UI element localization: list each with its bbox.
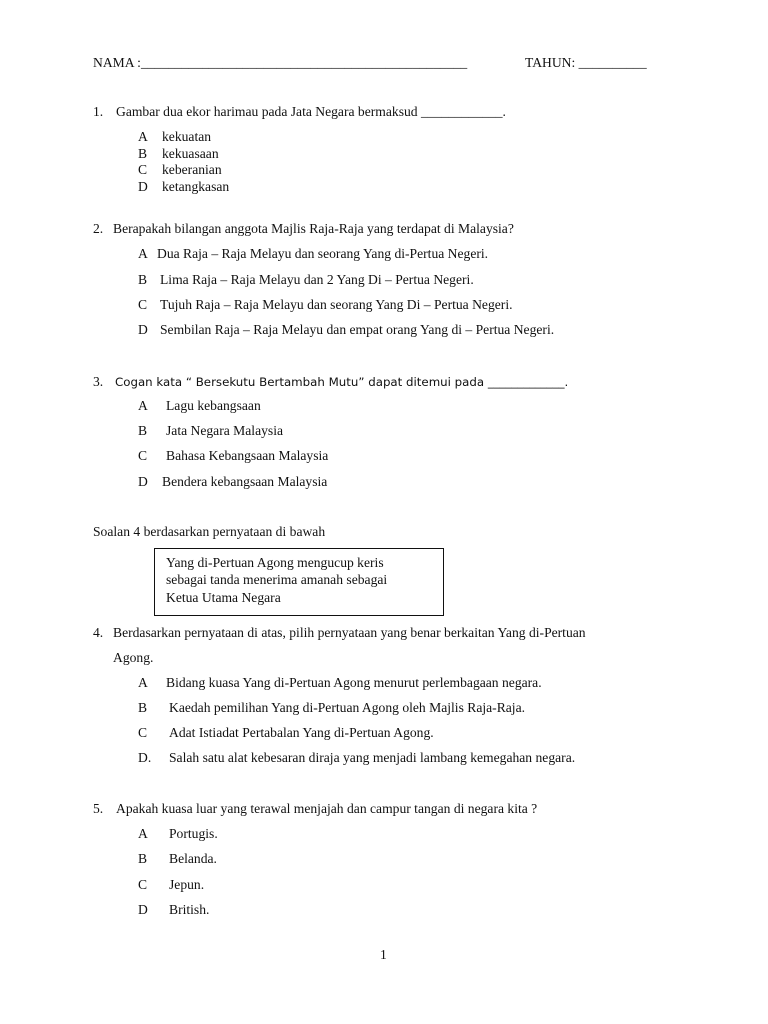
question-1-option-d: D ketangkasan xyxy=(138,179,230,194)
question-4-option-c: C Adat Istiadat Pertabalan Yang di-Pertuan Agong. xyxy=(138,725,434,740)
question-3-number: 3. xyxy=(93,374,104,389)
statement-line-1: Yang di-Pertuan Agong mengucup keris xyxy=(166,555,384,570)
question-4 xyxy=(93,625,586,641)
question-2-option-c: C Tujuh Raja – Raja Melayu dan seorang Yang Di – Pertua Negeri. xyxy=(138,297,513,312)
question-3-option-b: B Jata Negara Malaysia xyxy=(138,423,284,438)
question-2-option-b: B Lima Raja – Raja Melayu dan 2 Yang Di – Pertua Negeri. xyxy=(138,272,474,287)
question-2-number: 2. xyxy=(93,221,104,236)
question-5 xyxy=(93,801,537,817)
question-2-text: Berapakah bilangan anggota Majlis Raja-Raja yang terdapat di Malaysia? xyxy=(113,221,514,236)
question-1 xyxy=(93,104,506,120)
question-5-option-a: A Portugis. xyxy=(138,826,218,841)
question-1-text: Gambar dua ekor harimau pada Jata Negara bermaksud ____________. xyxy=(116,104,506,119)
question-3-text: Cogan kata “ Bersekutu Bertambah Mutu” dapat ditemui pada _____________. xyxy=(115,375,569,389)
statement-line-3: Ketua Utama Negara xyxy=(166,590,281,605)
question-4-number: 4. xyxy=(93,625,104,640)
page-number: 1 xyxy=(380,947,387,962)
question-4-intro: Soalan 4 berdasarkan pernyataan di bawah xyxy=(93,524,326,539)
question-5-option-b: B Belanda. xyxy=(138,851,217,866)
question-4-option-b: B Kaedah pemilihan Yang di-Pertuan Agong oleh Majlis Raja-Raja. xyxy=(138,700,526,715)
question-2-option-d: D Sembilan Raja – Raja Melayu dan empat orang Yang di – Pertua Negeri. xyxy=(138,322,555,337)
question-4-option-a: A Bidang kuasa Yang di-Pertuan Agong menurut perlembagaan negara. xyxy=(138,675,542,690)
question-3-option-a: A Lagu kebangsaan xyxy=(138,398,261,413)
question-3-option-c: C Bahasa Kebangsaan Malaysia xyxy=(138,448,329,463)
question-3 xyxy=(93,374,568,390)
question-3-option-d: D Bendera kebangsaan Malaysia xyxy=(138,474,328,489)
question-5-number: 5. xyxy=(93,801,104,816)
question-5-option-c: C Jepun. xyxy=(138,877,205,892)
year-field-label: TAHUN: __________ xyxy=(525,55,647,70)
question-5-text: Apakah kuasa luar yang terawal menjajah dan campur tangan di negara kita ? xyxy=(116,801,538,816)
statement-line-2: sebagai tanda menerima amanah sebagai xyxy=(166,572,388,587)
question-2-option-a: A Dua Raja – Raja Melayu dan seorang Yang di-Pertua Negeri. xyxy=(138,246,489,261)
question-5-option-d: D British. xyxy=(138,902,210,917)
question-1-option-c: C keberanian xyxy=(138,162,222,177)
question-4-option-d: D. Salah satu alat kebesaran diraja yang menjadi lambang kemegahan negara. xyxy=(138,750,576,765)
question-1-option-b: B kekuasaan xyxy=(138,146,219,161)
name-field-label: NAMA :________________________________________________ xyxy=(93,55,468,70)
question-1-number: 1. xyxy=(93,104,104,119)
question-4-text-line-1: Berdasarkan pernyataan di atas, pilih pernyataan yang benar berkaitan Yang di-Pertuan xyxy=(113,625,586,640)
question-2 xyxy=(93,221,514,237)
statement-box xyxy=(154,548,444,616)
question-4-text-line-2: Agong. xyxy=(113,650,154,665)
question-1-option-a: A kekuatan xyxy=(138,129,212,144)
